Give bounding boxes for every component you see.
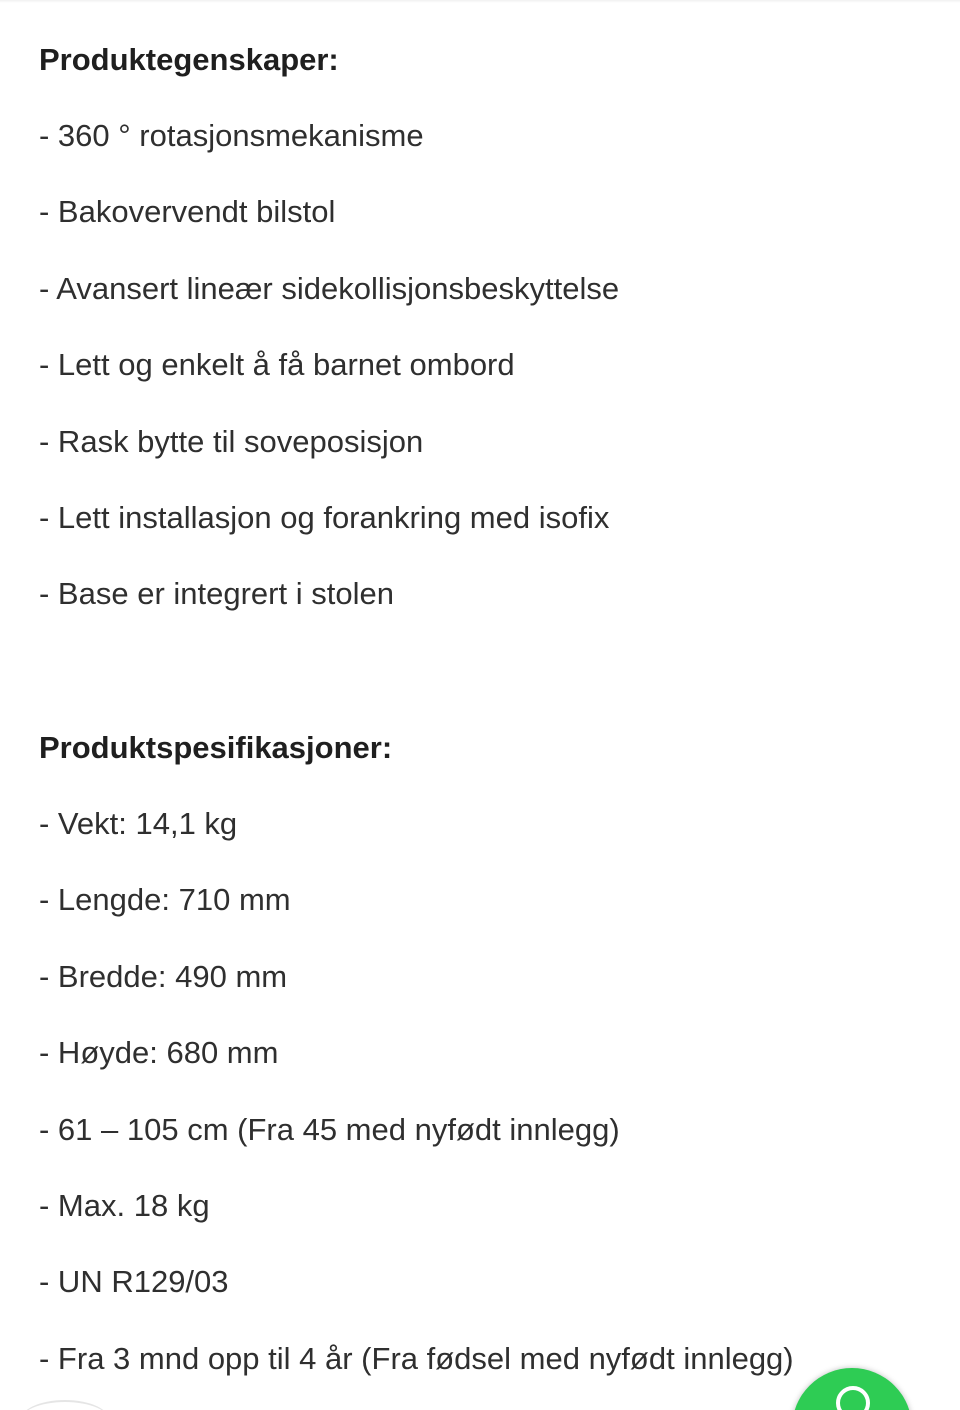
spec-item: - 61 – 105 cm (Fra 45 med nyfødt innlegg) xyxy=(39,1112,620,1147)
chat-button[interactable] xyxy=(792,1368,912,1410)
chat-icon xyxy=(836,1386,870,1410)
spec-item: - Bredde: 490 mm xyxy=(39,959,288,994)
features-heading: Produktegenskaper: xyxy=(39,42,339,77)
spec-item: - Lengde: 710 mm xyxy=(39,882,291,917)
feature-item: - Bakovervendt bilstol xyxy=(39,194,336,229)
top-divider xyxy=(0,0,960,3)
feature-item: - Lett og enkelt å få barnet ombord xyxy=(39,347,515,382)
spec-item: - Vekt: 14,1 kg xyxy=(39,806,238,841)
scroll-button-edge xyxy=(20,1400,110,1410)
spec-item: - Fra 3 mnd opp til 4 år (Fra fødsel med nyfødt innlegg) xyxy=(39,1341,794,1376)
feature-item: - Lett installasjon og forankring med isofix xyxy=(39,500,610,535)
feature-item: - Avansert lineær sidekollisjonsbeskyttelse xyxy=(39,271,620,306)
spec-item: - UN R129/03 xyxy=(39,1264,229,1299)
spec-item: - Max. 18 kg xyxy=(39,1188,210,1223)
spec-item: - Høyde: 680 mm xyxy=(39,1035,279,1070)
feature-item: - Base er integrert i stolen xyxy=(39,576,394,611)
feature-item: - Rask bytte til soveposisjon xyxy=(39,424,424,459)
feature-item: - 360 ° rotasjonsmekanisme xyxy=(39,118,424,153)
specifications-heading: Produktspesifikasjoner: xyxy=(39,730,393,765)
